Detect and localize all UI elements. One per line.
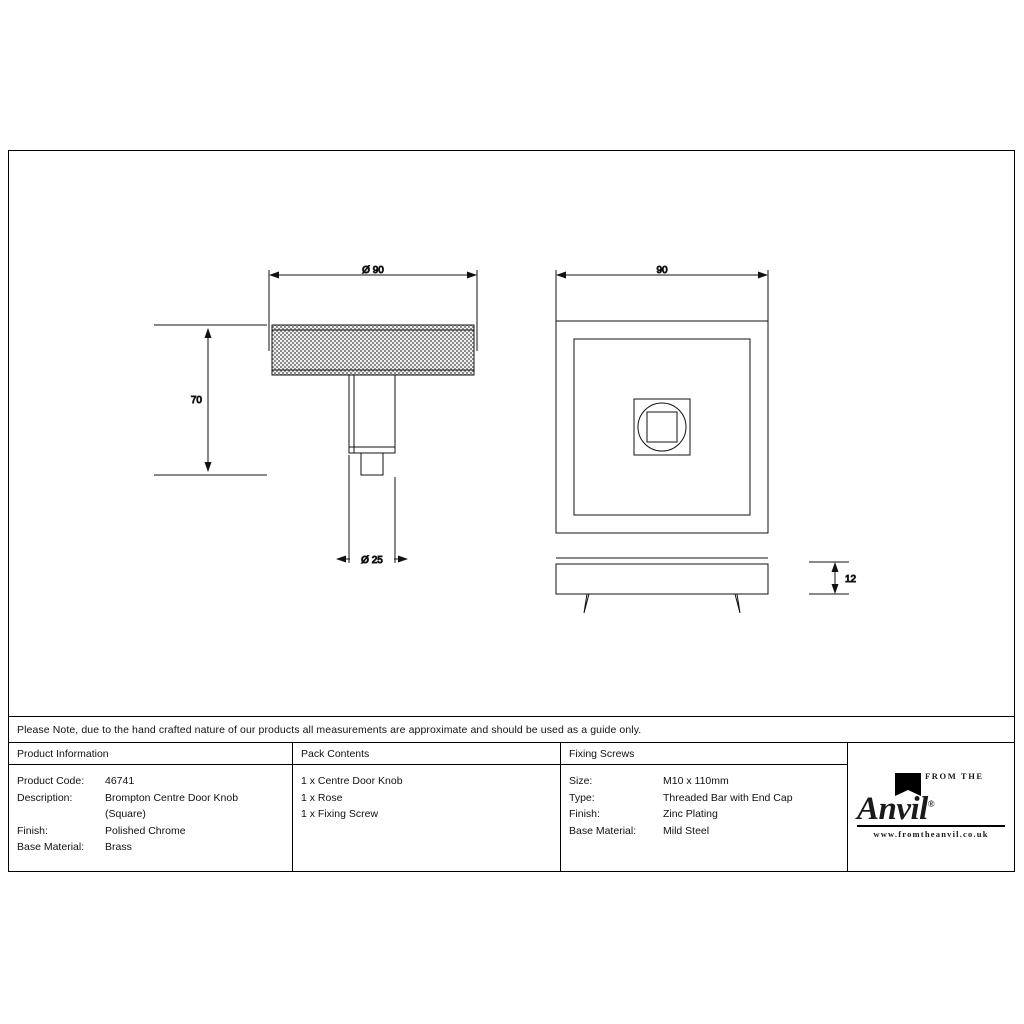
field-label	[17, 806, 105, 823]
field-label: Finish:	[569, 808, 600, 820]
table-row	[17, 839, 284, 856]
pack-contents-heading: Pack Contents	[293, 743, 560, 765]
logo-url: www.fromtheanvil.co.uk	[873, 829, 989, 839]
pack-contents-column	[293, 743, 561, 872]
table-row	[569, 823, 839, 840]
field-label: Finish:	[17, 824, 48, 837]
logo-cell	[848, 743, 1014, 872]
anvil-logo	[855, 772, 1007, 839]
field-label: Base Material:	[17, 841, 85, 853]
measurement-note-row	[9, 716, 1014, 743]
field-value: Brass	[105, 841, 132, 853]
product-information-body	[9, 765, 292, 856]
drawing-sheet	[8, 150, 1015, 872]
field-value: Mild Steel	[663, 824, 710, 837]
dim-label-height-70: 70	[190, 395, 202, 406]
pack-contents-body	[293, 765, 560, 823]
table-row	[17, 773, 284, 790]
product-information-column	[9, 743, 293, 872]
logo-brand-text: Anvil	[857, 791, 928, 827]
field-label: Description:	[17, 791, 73, 804]
field-label: Type:	[569, 791, 595, 804]
field-value: Brompton Centre Door Knob	[105, 791, 239, 804]
dim-label-width-90: 90	[656, 265, 668, 276]
table-row	[17, 806, 284, 823]
specification-table	[9, 743, 1014, 872]
logo-brand	[855, 788, 1007, 825]
field-value: 46741	[105, 775, 135, 787]
table-row	[569, 773, 839, 790]
drawing-svg	[9, 151, 1014, 716]
field-label: Base Material:	[569, 824, 637, 837]
table-row	[569, 806, 839, 823]
table-row	[17, 790, 284, 807]
field-value: Zinc Plating	[663, 808, 718, 820]
field-value: M10 x 110mm	[663, 775, 729, 787]
table-row	[569, 790, 839, 807]
list-item: 1 x Rose	[301, 791, 343, 804]
field-value: Polished Chrome	[105, 824, 186, 837]
product-information-heading: Product Information	[9, 743, 292, 765]
field-value: Threaded Bar with End Cap	[663, 791, 793, 804]
fixing-screws-body	[561, 765, 847, 839]
logo-from-the: FROM THE	[925, 771, 984, 781]
dim-label-diameter-90: Ø 90	[362, 265, 384, 276]
table-row	[17, 823, 284, 840]
field-label: Product Code:	[17, 775, 85, 787]
dim-label-thickness-12: 12	[845, 574, 857, 585]
fixing-screws-column	[561, 743, 848, 872]
fixing-screws-heading: Fixing Screws	[561, 743, 847, 765]
field-label: Size:	[569, 775, 593, 787]
measurement-note: Please Note, due to the hand crafted nature of our products all measurements are approximate and should be used as a guide only.	[17, 723, 642, 736]
brand-logo-column	[848, 743, 1014, 872]
list-item: 1 x Centre Door Knob	[301, 775, 403, 787]
technical-drawing-area	[9, 151, 1014, 716]
dim-label-diameter-25: Ø 25	[361, 555, 383, 566]
logo-registered-mark: ®	[927, 799, 935, 809]
list-item: 1 x Fixing Screw	[301, 808, 379, 820]
field-value: (Square)	[105, 808, 146, 820]
